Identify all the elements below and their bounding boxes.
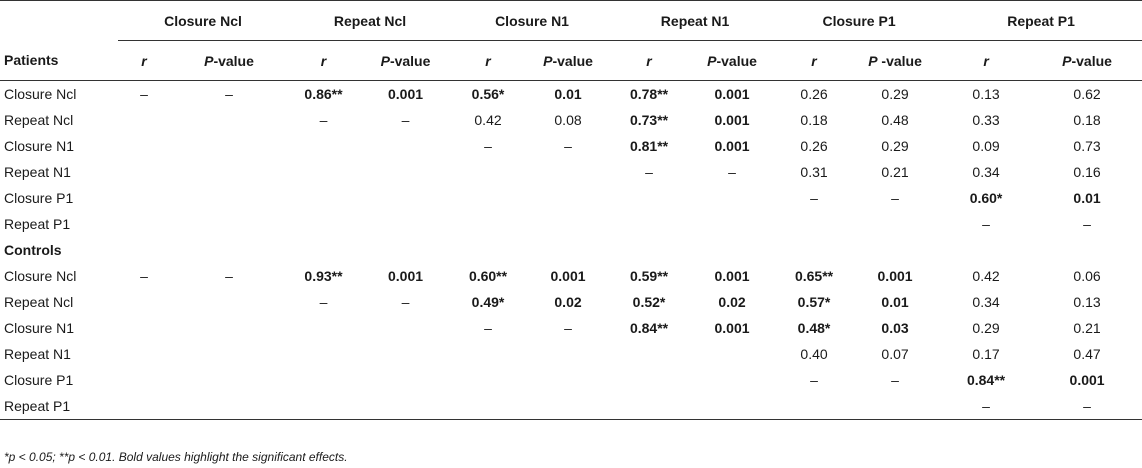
r-header: r — [612, 41, 686, 81]
group-header: Repeat P1 — [940, 1, 1142, 41]
table-cell: 0.07 — [881, 346, 909, 362]
table-cell — [118, 341, 170, 367]
table-cell: – — [225, 268, 233, 284]
r-header: r — [940, 41, 1032, 81]
table-cell: 0.001 — [550, 268, 586, 284]
table-cell: 0.73 — [1073, 138, 1101, 154]
table-cell: – — [940, 393, 1032, 420]
table-cell — [452, 159, 524, 185]
table-cell: – — [810, 372, 818, 388]
group-header: Repeat N1 — [612, 1, 778, 41]
table-cell — [288, 367, 359, 393]
table-cell — [850, 393, 940, 420]
table-cell: 0.62 — [1073, 86, 1101, 102]
table-cell: – — [140, 86, 148, 102]
p-value-header: P -value — [850, 41, 940, 81]
table-cell: 0.33 — [972, 112, 1000, 128]
table-cell — [452, 211, 524, 237]
table-cell — [118, 315, 170, 341]
table-cell: – — [891, 372, 899, 388]
table-cell: 0.09 — [972, 138, 1000, 154]
p-value-header: P-value — [686, 41, 778, 81]
table-cell: 0.40 — [800, 346, 828, 362]
table-cell — [686, 185, 778, 211]
table-cell: 0.84** — [629, 320, 669, 336]
table-cell: 0.42 — [972, 268, 1000, 284]
table-cell — [359, 393, 452, 420]
table-cell: 0.60** — [468, 268, 508, 284]
table-cell — [118, 211, 170, 237]
table-cell — [170, 185, 288, 211]
table-cell — [612, 341, 686, 367]
row-label: Closure Ncl — [4, 86, 77, 102]
row-label: Repeat N1 — [4, 346, 71, 362]
table-cell — [686, 341, 778, 367]
table-cell — [118, 289, 170, 315]
table-cell: 0.01 — [554, 86, 582, 102]
table-row — [0, 289, 1142, 315]
section-row — [0, 237, 1142, 263]
table-cell — [524, 393, 612, 420]
table-cell — [524, 185, 612, 211]
table-cell: 0.001 — [877, 268, 913, 284]
table-cell: – — [401, 112, 410, 128]
table-cell: 0.18 — [800, 112, 828, 128]
table-cell — [170, 315, 288, 341]
table-cell: 0.78** — [629, 86, 669, 102]
table-cell: 0.02 — [554, 294, 582, 310]
table-cell: 0.03 — [881, 320, 909, 336]
table-cell — [359, 211, 452, 237]
controls-label: Controls — [4, 242, 62, 258]
table-cell: 0.52* — [632, 294, 666, 310]
table-cell — [612, 367, 686, 393]
table-cell: 0.34 — [972, 294, 1000, 310]
table-cell — [686, 211, 778, 237]
table-cell — [524, 367, 612, 393]
table-cell — [118, 133, 170, 159]
table-cell — [170, 289, 288, 315]
table-cell: 0.06 — [1073, 268, 1101, 284]
table-cell — [452, 367, 524, 393]
table-cell — [170, 367, 288, 393]
row-label: Repeat P1 — [4, 216, 71, 232]
table-cell — [170, 133, 288, 159]
table-cell: 0.48 — [881, 112, 909, 128]
table-cell: – — [810, 190, 818, 206]
patients-header: Patients — [0, 41, 118, 81]
table-cell — [612, 393, 686, 420]
table-cell: – — [982, 216, 990, 232]
row-label: Closure P1 — [4, 190, 74, 206]
table-cell — [288, 133, 359, 159]
table-cell — [359, 159, 452, 185]
table-cell — [359, 185, 452, 211]
table-cell: 0.001 — [714, 268, 750, 284]
table-cell: 0.001 — [1069, 372, 1105, 388]
row-label: Repeat P1 — [0, 393, 118, 420]
row-label: Closure N1 — [4, 138, 75, 154]
table-cell: – — [645, 164, 653, 180]
table-cell — [170, 159, 288, 185]
table-cell — [452, 393, 524, 420]
table-cell: 0.001 — [714, 320, 750, 336]
table-cell — [288, 185, 359, 211]
table-cell: 0.49* — [471, 294, 505, 310]
table-cell — [170, 211, 288, 237]
row-label: Closure Ncl — [4, 268, 77, 284]
table-row — [0, 211, 1142, 237]
r-header: r — [118, 41, 170, 81]
table-cell — [118, 159, 170, 185]
table-cell: 0.26 — [800, 138, 828, 154]
r-header: r — [452, 41, 524, 81]
table-cell — [612, 211, 686, 237]
table-cell: 0.57* — [797, 294, 831, 310]
table-cell: 0.16 — [1073, 164, 1101, 180]
table-cell: 0.18 — [1073, 112, 1101, 128]
table-row — [0, 367, 1142, 393]
table-cell — [170, 393, 288, 420]
table-cell: – — [484, 138, 492, 154]
table-cell: – — [140, 268, 148, 284]
table-row — [0, 107, 1142, 133]
table-cell: – — [564, 320, 572, 336]
r-header: r — [288, 41, 359, 81]
table-cell: 0.01 — [881, 294, 909, 310]
table-cell — [288, 341, 359, 367]
table-cell: 0.86** — [304, 86, 343, 102]
table-cell: 0.84** — [966, 372, 1006, 388]
row-label: Closure N1 — [4, 320, 75, 336]
table-cell: 0.73** — [629, 112, 669, 128]
table-cell: 0.02 — [718, 294, 746, 310]
table-body — [0, 81, 1142, 420]
table-cell: 0.13 — [972, 86, 1000, 102]
table-cell — [118, 185, 170, 211]
table-cell: 0.001 — [714, 138, 750, 154]
table-cell: – — [401, 294, 410, 310]
table-cell: – — [319, 112, 328, 128]
p-value-header: P-value — [359, 41, 452, 81]
table-cell: 0.34 — [972, 164, 1000, 180]
table-cell: – — [891, 190, 899, 206]
table-cell — [170, 341, 288, 367]
table-cell — [452, 341, 524, 367]
table-cell: 0.47 — [1073, 346, 1101, 362]
table-cell: 0.56* — [471, 86, 505, 102]
table-cell — [118, 107, 170, 133]
p-value-header: P-value — [170, 41, 288, 81]
table-row — [0, 315, 1142, 341]
table-footnote: *p < 0.05; **p < 0.01. Bold values highlight the significant effects. — [4, 450, 348, 464]
table-cell — [359, 341, 452, 367]
table-cell: 0.01 — [1073, 190, 1101, 206]
table-cell: 0.29 — [881, 138, 909, 154]
group-header: Closure P1 — [778, 1, 940, 41]
table-cell — [778, 393, 850, 420]
table-cell: 0.59** — [629, 268, 669, 284]
table-cell — [170, 107, 288, 133]
table-cell: 0.48* — [797, 320, 831, 336]
table-cell — [288, 211, 359, 237]
table-cell — [288, 315, 359, 341]
table-row — [0, 81, 1142, 108]
table-cell: 0.13 — [1073, 294, 1101, 310]
table-cell: – — [564, 138, 572, 154]
table-cell — [288, 159, 359, 185]
table-cell: 0.001 — [387, 268, 424, 284]
table-cell — [612, 185, 686, 211]
table-cell — [288, 393, 359, 420]
table-cell: – — [1032, 393, 1142, 420]
table-cell: 0.21 — [1073, 320, 1101, 336]
table-row — [0, 263, 1142, 289]
group-header: Closure N1 — [452, 1, 612, 41]
group-header: Closure Ncl — [118, 1, 288, 41]
table-cell: 0.29 — [972, 320, 1000, 336]
group-header: Repeat Ncl — [288, 1, 452, 41]
table-cell — [118, 367, 170, 393]
table-row — [0, 185, 1142, 211]
table-cell: – — [319, 294, 328, 310]
table-cell: 0.93** — [304, 268, 343, 284]
row-label: Closure P1 — [4, 372, 74, 388]
table-row — [0, 341, 1142, 367]
table-row — [0, 393, 1142, 420]
table-cell — [359, 367, 452, 393]
table-cell — [524, 341, 612, 367]
table-cell: 0.60* — [969, 190, 1003, 206]
group-header-row — [0, 1, 1142, 41]
row-label: Repeat Ncl — [4, 294, 74, 310]
table-cell: 0.08 — [554, 112, 582, 128]
table-cell: – — [225, 86, 233, 102]
row-label: Repeat Ncl — [4, 112, 74, 128]
table-cell: 0.81** — [629, 138, 669, 154]
table-cell — [524, 159, 612, 185]
p-value-header: P-value — [1032, 41, 1142, 81]
table-cell: 0.001 — [714, 86, 750, 102]
table-cell — [686, 393, 778, 420]
sub-header-row — [0, 41, 1142, 81]
table-cell — [118, 393, 170, 420]
table-cell: 0.29 — [881, 86, 909, 102]
table-cell: 0.001 — [387, 86, 424, 102]
table-cell — [686, 367, 778, 393]
table-cell: 0.21 — [881, 164, 909, 180]
p-value-header: P-value — [524, 41, 612, 81]
table-cell — [359, 315, 452, 341]
table-cell — [850, 211, 940, 237]
table-cell: 0.001 — [714, 112, 750, 128]
table-cell — [524, 211, 612, 237]
table-cell — [452, 185, 524, 211]
table-cell: 0.42 — [474, 112, 502, 128]
table-cell: – — [1083, 216, 1091, 232]
table-cell: 0.65** — [794, 268, 834, 284]
table-cell: 0.17 — [972, 346, 1000, 362]
row-label: Repeat N1 — [4, 164, 71, 180]
table-cell: 0.26 — [800, 86, 828, 102]
corner-cell — [0, 1, 118, 41]
table-cell — [359, 133, 452, 159]
table-cell: 0.31 — [800, 164, 828, 180]
table-cell — [778, 211, 850, 237]
r-header: r — [778, 41, 850, 81]
table-cell: – — [484, 320, 492, 336]
table-cell: – — [728, 164, 736, 180]
table-row — [0, 133, 1142, 159]
table-row — [0, 159, 1142, 185]
